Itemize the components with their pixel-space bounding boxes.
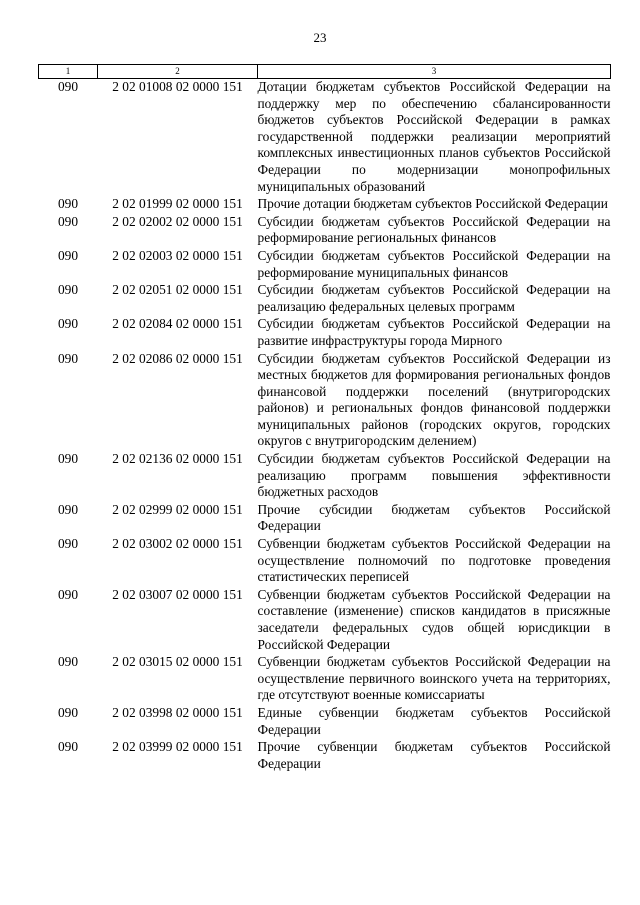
revenue-name-cell: Прочие субсидии бюджетам субъектов Российской Федерации	[257, 501, 611, 534]
admin-code-cell: 090	[57, 501, 79, 517]
budget-classification-code-cell: 2 02 03007 02 0000 151	[112, 586, 243, 602]
table-row	[39, 282, 611, 316]
admin-code-cell: 090	[57, 739, 79, 755]
table-row	[39, 502, 611, 536]
admin-code-cell: 090	[57, 586, 79, 602]
admin-code-cell: 090	[57, 196, 79, 212]
revenue-name-cell: Прочие субвенции бюджетам субъектов Российской Федерации	[257, 739, 611, 771]
revenue-name-cell: Дотации бюджетам субъектов Российской Федерации на поддержку мер по обеспечению сбалансированности бюджетов субъектов Российской Федерации в рамках государственной поддержки реализации мероприятий комплексных инвестиционных планов субъектов Российской Федерации по модернизации монопрофильных муниципальных образований	[257, 79, 611, 194]
column-header-3: 3	[258, 65, 611, 79]
admin-code-cell: 090	[57, 316, 79, 332]
revenue-name-cell: Субвенции бюджетам субъектов Российской Федерации на осуществление полномочий по подготовке проведения статистических переписей	[257, 536, 611, 585]
budget-classification-code-cell: 2 02 03999 02 0000 151	[112, 739, 243, 755]
admin-code-cell: 090	[57, 536, 79, 552]
column-header-1: 1	[39, 65, 98, 79]
budget-revenue-table	[38, 64, 611, 773]
table-row	[39, 248, 611, 282]
budget-classification-code-cell: 2 02 02051 02 0000 151	[112, 282, 243, 298]
admin-code-cell: 090	[57, 654, 79, 670]
budget-classification-code-cell: 2 02 02999 02 0000 151	[112, 501, 243, 517]
page-number: 23	[313, 30, 327, 45]
table-row	[39, 536, 611, 587]
revenue-name-cell: Субсидии бюджетам субъектов Российской Федерации на развитие инфраструктуры города Мирного	[257, 316, 611, 348]
budget-classification-code-cell: 2 02 03998 02 0000 151	[112, 704, 243, 720]
admin-code-cell: 090	[57, 79, 79, 94]
budget-classification-code-cell: 2 02 01008 02 0000 151	[112, 79, 243, 94]
revenue-name-cell: Прочие дотации бюджетам субъектов Российской Федерации	[257, 196, 608, 212]
budget-classification-code-cell: 2 02 02002 02 0000 151	[112, 213, 243, 229]
revenue-name-cell: Субсидии бюджетам субъектов Российской Федерации на реформирование муниципальных финансов	[257, 247, 611, 280]
table-row	[39, 214, 611, 248]
table-body	[39, 79, 611, 774]
table-row	[39, 654, 611, 705]
admin-code-cell: 090	[57, 213, 79, 229]
table-row	[39, 705, 611, 739]
revenue-name-cell: Субвенции бюджетам субъектов Российской Федерации на составление (изменение) списков кандидатов в присяжные заседатели федеральных судов общей юрисдикции в Российской Федерации	[257, 586, 611, 652]
revenue-name-cell: Субсидии бюджетам субъектов Российской Федерации из местных бюджетов для формирования региональных фондов финансовой поддержки поселений (внутригородских районов) и региональных фондов финансовой поддержки муниципальных районов (городских округов, городских округов с внутригородским делением)	[257, 350, 611, 449]
budget-classification-code-cell: 2 02 03002 02 0000 151	[112, 536, 243, 552]
table-row	[39, 79, 611, 197]
revenue-name-cell: Субсидии бюджетам субъектов Российской Федерации на реформирование региональных финансов	[257, 213, 611, 246]
budget-classification-code-cell: 2 02 02086 02 0000 151	[112, 350, 243, 366]
table-row	[39, 316, 611, 350]
table-row	[39, 196, 611, 214]
admin-code-cell: 090	[57, 451, 79, 467]
column-header-2: 2	[98, 65, 258, 79]
revenue-name-cell: Субвенции бюджетам субъектов Российской Федерации на осуществление первичного воинского учета на территориях, где отсутствуют военные комиссариаты	[257, 654, 611, 703]
budget-classification-code-cell: 2 02 03015 02 0000 151	[112, 654, 243, 670]
revenue-name-cell: Единые субвенции бюджетам субъектов Российской Федерации	[257, 704, 611, 737]
budget-classification-code-cell: 2 02 02084 02 0000 151	[112, 316, 243, 332]
budget-classification-code-cell: 2 02 01999 02 0000 151	[112, 196, 243, 212]
admin-code-cell: 090	[57, 247, 79, 263]
revenue-name-cell: Субсидии бюджетам субъектов Российской Федерации на реализацию программ повышения эффективности бюджетных расходов	[257, 451, 611, 500]
admin-code-cell: 090	[57, 704, 79, 720]
budget-classification-code-cell: 2 02 02003 02 0000 151	[112, 247, 243, 263]
admin-code-cell: 090	[57, 282, 79, 298]
revenue-name-cell: Субсидии бюджетам субъектов Российской Федерации на реализацию федеральных целевых программ	[257, 282, 611, 314]
budget-classification-code-cell: 2 02 02136 02 0000 151	[112, 451, 243, 467]
table-row	[39, 739, 611, 773]
table-row	[39, 587, 611, 654]
table-row	[39, 351, 611, 452]
table-header	[39, 65, 611, 79]
table-row	[39, 451, 611, 502]
admin-code-cell: 090	[57, 350, 79, 366]
